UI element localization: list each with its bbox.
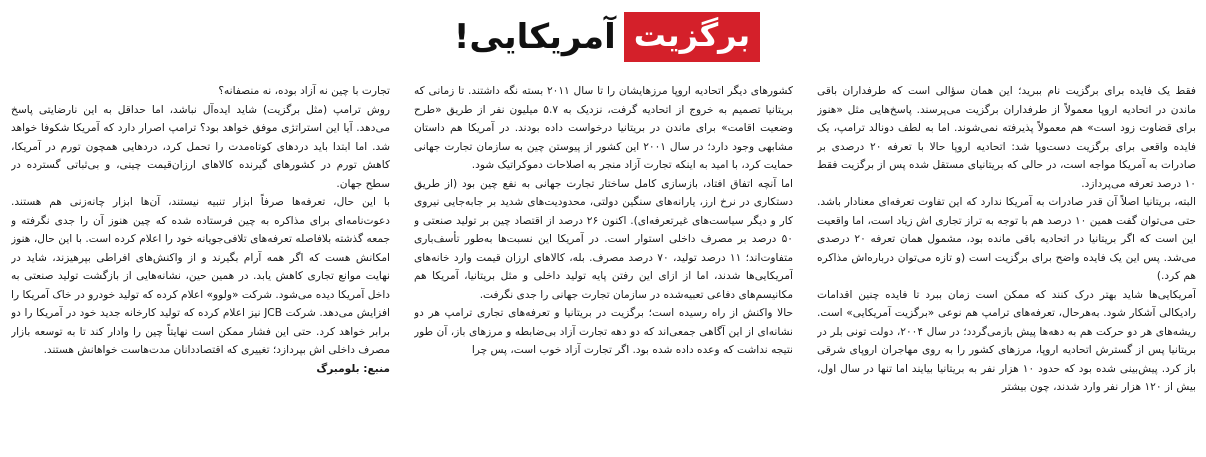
headline-rest: آمریکایی!	[453, 17, 616, 57]
article-body	[10, 82, 1196, 452]
paragraph: حالا واکنش از راه رسیده است؛ برگزیت در بریتانیا و تعرفه‌های تجاری ترامپ هر دو نشانه‌ای از این آگاهی جمعی‌اند که دو دهه تجارت آزاد بی‌ضابطه و مرزهای باز، آن طور نتیجه نداشت که وعده داده شده بود. اگر تجارت آزاد خوب است، پس چرا	[414, 307, 793, 356]
column-middle	[414, 82, 793, 452]
paragraph: آمریکایی‌ها شاید بهتر درک کنند که ممکن است زمان ببرد تا فایده چنین اقدامات رادیکالی آشکار شود. به‌هرحال، تعرفه‌های ترامپ هم نوعی «برگزیت آمریکایی» است. ریشه‌های هر دو حرکت هم به دهه‌ها پیش بازمی‌گردد؛ در سال ۲۰۰۴، دولت تونی بلر در بریتانیا پس از گسترش اتحادیه اروپا، مرزهای کشور را به روی مهاجران اروپای شرقی باز کرد. پیش‌بینی شده بود که حدود ۱۰ هزار نفر به بریتانیا بیایند اما تنها در سال اول، بیش از ۱۲۰ هزار نفر وارد شدند، چون بیشتر	[817, 288, 1196, 393]
paragraph: البته، بریتانیا اصلاً آن قدر صادرات به آمریکا ندارد که این تفاوت تعرفه‌ای معنادار باشد. حتی می‌توان گفت همین ۱۰ درصد هم با توجه به تراز تجاری اش زیاد است، اما واقعیت این است که اگر بریتانیا در اتحادیه باقی مانده بود، مشمول همان تعرفه ۲۰ درصدی می‌شد. پس این یک فایده واضح برای برگزیت است (و تازه می‌توان درباره‌اش مذاکره هم کرد.)	[817, 196, 1196, 282]
paragraph: کشورهای دیگر اتحادیه اروپا مرزهایشان را تا سال ۲۰۱۱ بسته نگه داشتند. تا زمانی که بریتانیا تصمیم به خروج از اتحادیه گرفت، نزدیک به ۵.۷ میلیون نفر از طریق «طرح وضعیت اقامت» برای ماندن در بریتانیا درخواست داده بودند. در آمریکا هم داستان مشابهی وجود دارد؛ در سال ۲۰۰۱ این کشور از پیوستن چین به سازمان تجارت جهانی حمایت کرد، با امید به اینکه تجارت آزاد منجر به اصلاحات دموکراتیک شود.	[414, 85, 793, 171]
headline	[0, 8, 1206, 66]
headline-highlight: برگزیت	[624, 12, 760, 62]
paragraph: فقط یک فایده برای برگزیت نام ببرید؛ این همان سؤالی است که طرفداران باقی ماندن در اتحادیه اروپا معمولاً از طرفداران برگزیت می‌پرسند. پاسخ‌هایی مثل «هنوز برای قضاوت زود است» هم معمولاً پذیرفته نمی‌شوند. اما به لطف دونالد ترامپ، یک فایده واقعی برای برگزیت دست‌وپا شد: اتحادیه اروپا حالا با تعرفه ۲۰ درصدی بر صادرات به آمریکا مواجه است، در حالی که بریتانیای مستقل شده پس از برگزیت فقط ۱۰ درصد تعرفه می‌پردازد.	[817, 85, 1196, 190]
paragraph: با این حال، تعرفه‌ها صرفاً ابزار تنبیه نیستند، آن‌ها ابزار چانه‌زنی هم هستند. دعوت‌نامه‌ای برای مذاکره به چین فرستاده شده که چین هنوز آن را جدی نگرفته و جمعه گذشته بلافاصله تعرفه‌های تلافی‌جویانه خود را اعلام کرده است. با این حال، هنوز امکانش هست که اگر همه آرام بگیرند و از واکنش‌های افراطی بپرهیزند، شاید در نهایت موانع تجاری کاهش یابد. در همین حین، نشانه‌هایی از بازگشت تولید صنعتی به داخل آمریکا دیده می‌شود. شرکت «ولوو» اعلام کرده که تولید خودرو در خاک آمریکا را افزایش می‌دهد. شرکت JCB نیز اعلام کرده که تولید کارخانه جدید خود در آمریکا را دو برابر خواهد کرد. حتی این فشار ممکن است نهایتاً چین را وادار کند تا به توسعه بازار مصرف داخلی اش بپردازد؛ تغییری که اقتصاددانان مدت‌هاست خواهانش هستند.	[11, 196, 390, 356]
paragraph: اما آنچه اتفاق افتاد، بازسازی کامل ساختار تجارت جهانی به نفع چین بود (از طریق دستکاری در نرخ ارز، یارانه‌های سنگین دولتی، محدودیت‌های شدید بر جابه‌جایی نیروی کار و دیگر سیاست‌های غیرتعرفه‌ای). اکنون ۲۶ درصد از اقتصاد چین بر تولید صنعتی و ۵۰ درصد بر مصرف داخلی استوار است. در آمریکا این نسبت‌ها به‌طور تأسف‌باری متفاوت‌اند؛ ۱۱ درصد تولید، ۷۰ درصد مصرف. بله، کالاهای ارزان قیمت وارد خانه‌های آمریکایی‌ها شدند، اما از ازای این رفتن پایه تولید داخلی و مثل بریتانیا، آمریکا هم مکانیسم‌های دفاعی تعبیه‌شده در سازمان تجارت جهانی را جدی نگرفت.	[414, 177, 793, 301]
paragraph: روش ترامپ (مثل برگزیت) شاید ایده‌آل نباشد، اما حداقل به این نارضایتی پاسخ می‌دهد. آیا این استراتژی موفق خواهد بود؟ ترامپ اصرار دارد که آمریکا شکوفا خواهد شد. اما ابتدا باید دردهای کوتاه‌مدت را تحمل کرد، دردهایی همچون تورم در آمریکا، کاهش تورم در کشورهای گیرنده کالاهای ارزان‌قیمت چینی، و بی‌ثباتی گسترده در سطح جهان.	[11, 103, 390, 190]
column-right	[817, 82, 1196, 452]
column-left	[11, 82, 390, 452]
source-credit: منبع: بلومبرگ	[316, 362, 390, 375]
paragraph: تجارت با چین نه آزاد بوده، نه منصفانه؟	[218, 85, 390, 97]
headline-box	[446, 12, 760, 62]
